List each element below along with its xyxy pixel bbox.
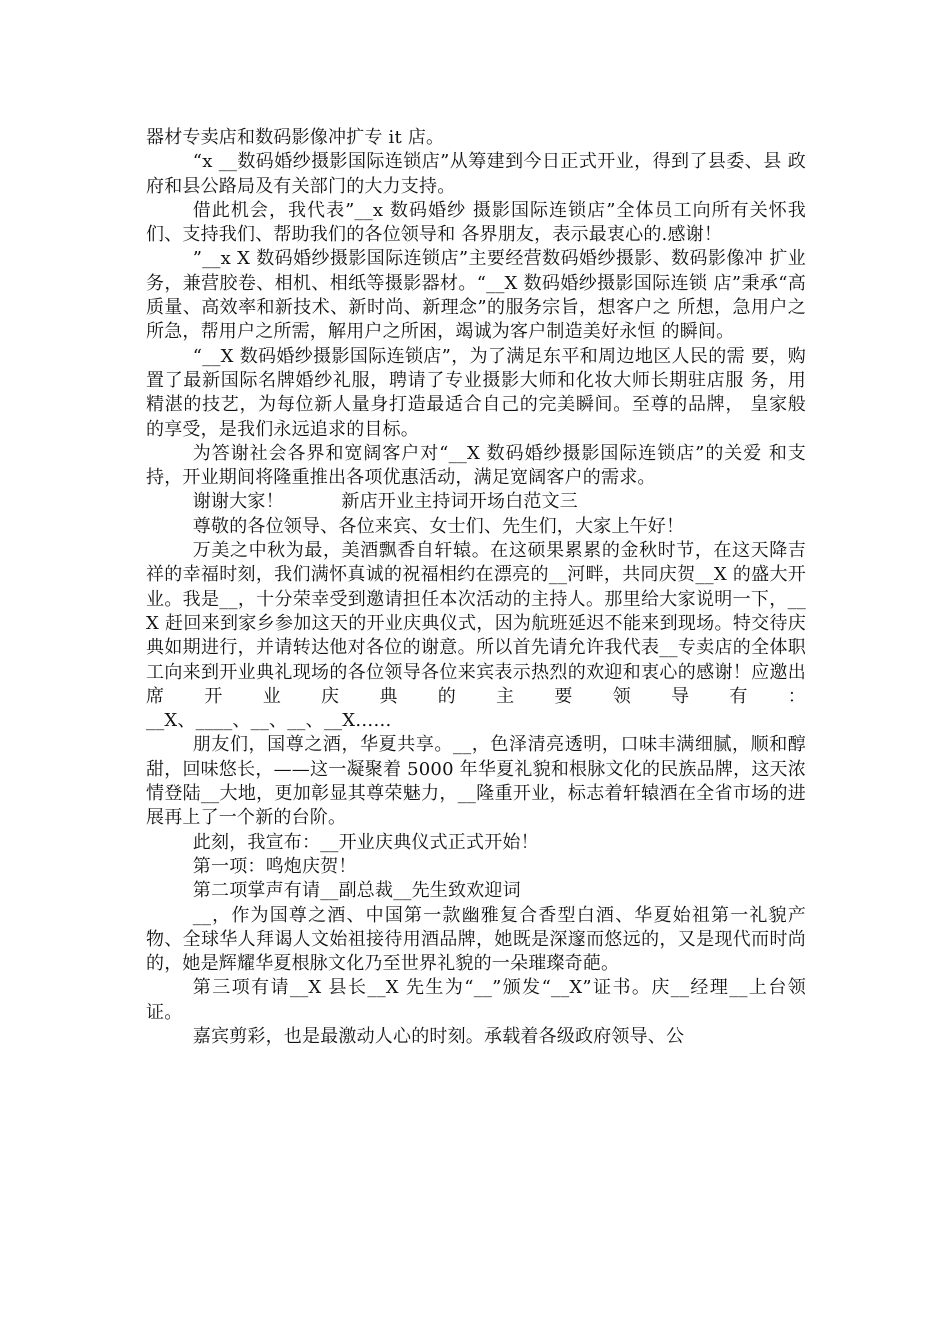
paragraph: __X、____、__、__、__X…… — [146, 710, 392, 732]
paragraph: 尊敬的各位领导、各位来宾、女士们、先生们，大家上午好！ — [192, 515, 685, 537]
paragraph: 第一项：鸣炮庆贺！ — [192, 855, 357, 877]
paragraph: 万美之中秋为最，美酒飘香自轩辕。在这硕果累累的金秋时节，在这天降吉祥的幸福时刻，我们满怀真诚的祝福相约在漂亮的__河畔，共同庆贺__X 的盛大开业。我是__，十分荣幸受到邀请担任本次活动的主持人。那里给大家说明一下，__X 赶回来到家乡参加这天的开业庆典仪式，因为航班延迟不能来到现场。特交待庆典如期进行，并请转达他对各位的谢意。所以首先请允许我代表__专卖店的全体职工向来到开业典礼现场的各位领导各位来宾表示热烈的欢迎和衷心的感谢！应邀出席开业庆典的主要领导有： — [146, 540, 806, 707]
document-body — [146, 126, 806, 1049]
paragraph: 为答谢社会各界和宽阔客户对“__X 数码婚纱摄影国际连锁店”的关爱 和支持，开业期间将隆重推出各项优惠活动，满足宽阔客户的需求。 — [146, 442, 806, 489]
thanks-line: 谢谢大家！ — [192, 491, 284, 513]
paragraph: “x __数码婚纱摄影国际连锁店”从筹建到今日正式开业，得到了县委、县 政府和县公路局及有关部门的大力支持。 — [146, 151, 806, 197]
paragraph: 朋友们，国尊之酒，华夏共享。__，色泽清亮透明，口味丰满细腻，顺和醇甜，回味悠长，——这一凝聚着 5000 年华夏礼貌和根脉文化的民族品牌，这天浓情登陆__大地，更加彰显其尊荣魅力，__隆重开业，标志着轩辕酒在全省市场的进展再上了一个新的台阶。 — [146, 734, 806, 829]
paragraph: 借此机会，我代表”__x 数码婚纱 摄影国际连锁店”全体员工向所有关怀我们、支持我们、帮助我们的各位领导和 各界朋友，表示最衷心的.感谢！ — [146, 199, 806, 246]
paragraph: “__X 数码婚纱摄影国际连锁店”，为了满足东平和周边地区人民的需 要，购置了最新国际名牌婚纱礼服，聘请了专业摄影大师和化妆大师长期驻店服 务，用精湛的技艺，为每位新人量身打造最适合自己的完美瞬间。至尊的品牌， 皇家般的享受，是我们永远追求的目标。 — [146, 345, 806, 440]
paragraph: ”__x X 数码婚纱摄影国际连锁店”主要经营数码婚纱摄影、数码影像冲 扩业务，兼营胶卷、相机、相纸等摄影器材。“__X 数码婚纱摄影国际连锁 店”秉承“高质量、高效率和新技术、新时尚、新理念”的服务宗旨，想客户之 所想，急用户之所急，帮用户之所需，解用户之所困，竭诚为客户制造美好永恒 的瞬间。 — [146, 248, 806, 343]
paragraph: 此刻，我宣布：__开业庆典仪式正式开始！ — [192, 831, 539, 853]
paragraph: __，作为国尊之酒、中国第一款幽雅复合香型白酒、华夏始祖第一礼貌产物、全球华人拜谒人文始祖接待用酒品牌，她既是深邃而悠远的，又是现代而时尚的，她是辉耀华夏根脉文化乃至世界礼貌的一朵璀璨奇葩。 — [146, 904, 806, 975]
section-title: 新店开业主持词开场白范文三 — [341, 491, 578, 513]
paragraph: 器材专卖店和数码影像冲扩专 it 店。 — [146, 127, 445, 148]
thanks-and-section-title — [146, 490, 806, 514]
paragraph: 第三项有请__X 县长__X 先生为“__”颁发“__X”证书。庆__经理__上台领证。 — [146, 977, 806, 1023]
paragraph: 第二项掌声有请__副总裁__先生致欢迎词 — [192, 880, 521, 902]
paragraph: 嘉宾剪彩，也是最激动人心的时刻。承载着各级政府领导、公 — [192, 1025, 685, 1047]
